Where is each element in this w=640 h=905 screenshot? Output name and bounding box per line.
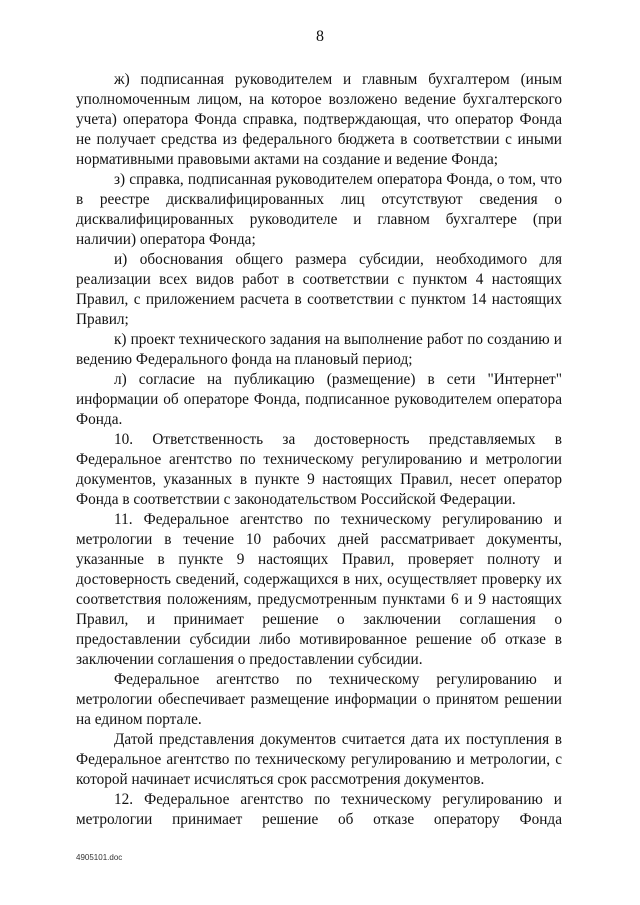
paragraph-item-z: з) справка, подписанная руководителем оператора Фонда, о том, что в реестре дисквалифицированных лиц отсутствуют сведения о дисквалифицированных руководителе и главном бухгалтере (при наличии) оператора Фонда; [76,171,562,248]
paragraph-item-zh: ж) подписанная руководителем и главным бухгалтером (иным уполномоченным лицом, на которое возложено ведение бухгалтерского учета) оператора Фонда справка, подтверждающая, что оператор Фонда не получает средства из федерального бюджета в соответствии с иными нормативными правовыми актами на создание и ведение Фонда; [76,71,562,168]
file-name-footer: 4905101.doc [76,853,123,862]
paragraph-clause-11-portal: Федеральное агентство по техническому регулированию и метрологии обеспечивает размещение информации о принятом решении на едином портале. [76,671,562,728]
paragraph-item-i: и) обоснования общего размера субсидии, необходимого для реализации всех видов работ в соответствии с пунктом 4 настоящих Правил, с приложением расчета в соответствии с пунктом 14 настоящих Правил; [76,251,562,328]
paragraph-clause-12: 12. Федеральное агентство по техническому регулированию и метрологии принимает решение об отказе оператору Фонда [76,791,562,828]
paragraph-item-l: л) согласие на публикацию (размещение) в сети "Интернет" информации об операторе Фонда, подписанное руководителем оператора Фонда. [76,371,562,428]
document-body [76,70,562,830]
page-number: 8 [316,28,324,45]
paragraph-clause-10: 10. Ответственность за достоверность представляемых в Федеральное агентство по техническому регулированию и метрологии документов, указанных в пункте 9 настоящих Правил, несет оператор Фонда в соответствии с законодательством Российской Федерации. [76,431,562,508]
paragraph-clause-11-date: Датой представления документов считается дата их поступления в Федеральное агентство по техническому регулированию и метрологии, с которой начинает исчисляться срок рассмотрения документов. [76,731,562,788]
paragraph-item-k: к) проект технического задания на выполнение работ по созданию и ведению Федерального фонда на плановый период; [76,331,562,368]
paragraph-clause-11: 11. Федеральное агентство по техническому регулированию и метрологии в течение 10 рабочих дней рассматривает документы, указанные в пункте 9 настоящих Правил, проверяет полноту и достоверность сведений, содержащихся в них, осуществляет проверку их соответствия положениям, предусмотренным пунктами 6 и 9 настоящих Правил, и принимает решение о заключении соглашения о предоставлении субсидии либо мотивированное решение об отказе в заключении соглашения о предоставлении субсидии. [76,511,562,668]
